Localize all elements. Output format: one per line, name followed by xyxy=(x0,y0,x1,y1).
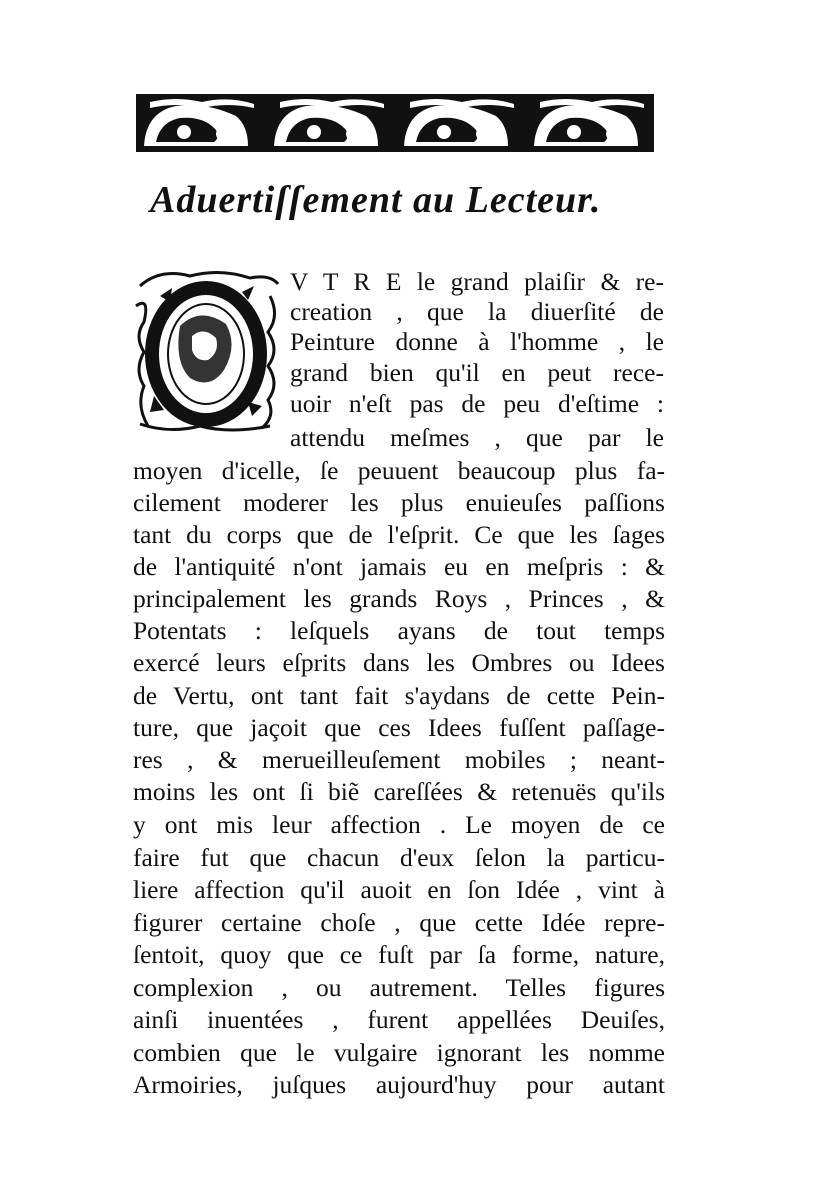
text-line: exercé leurs eſprits dans les Ombres ou Idees xyxy=(133,648,665,677)
text-line: principalement les grands Roys , Princes , & xyxy=(133,584,665,613)
text-line: moyen d'icelle, ſe peuuent beaucoup plus fa- xyxy=(133,456,665,485)
text-line: V T R E le grand plaiſir & re- xyxy=(290,267,664,296)
text-line: de l'antiquité n'ont jamais eu en meſpris : & xyxy=(133,552,665,581)
text-line: tant du corps que de l'eſprit. Ce que les ſages xyxy=(133,520,665,549)
text-line: ainſi inuentées , furent appellées Deuiſes, xyxy=(133,1005,665,1034)
text-line: Potentats : leſquels ayans de tout temps xyxy=(133,616,665,645)
ornamental-headpiece xyxy=(136,92,654,154)
text-line: de Vertu, ont tant fait s'aydans de cette Pein- xyxy=(133,681,665,710)
text-line: faire fut que chacun d'eux ſelon la particu- xyxy=(133,843,665,872)
text-line: y ont mis leur affection . Le moyen de ce xyxy=(133,810,665,839)
text-line: moins les ont ſi biẽ careſſées & retenuës qu'ils xyxy=(133,777,665,806)
text-line: complexion , ou autrement. Telles figures xyxy=(133,973,665,1002)
text-line: cilement moderer les plus enuieuſes paſſions xyxy=(133,488,665,517)
text-line: combien que le vulgaire ignorant les nomme xyxy=(133,1038,665,1067)
page-title: Aduertiſſement au Lecteur. xyxy=(150,179,602,221)
text-line: Armoiries, juſques aujourd'huy pour autant xyxy=(133,1070,665,1099)
text-line: Peinture donne à l'homme , le xyxy=(290,327,664,356)
text-line: uoir n'eſt pas de peu d'eſtime : xyxy=(290,389,664,418)
text-line: liere affection qu'il auoit en ſon Idée , vint à xyxy=(133,875,665,904)
decorated-initial-o xyxy=(130,266,280,436)
text-line: figurer certaine choſe , que cette Idée repre- xyxy=(133,908,665,937)
text-line: creation , que la diuerſité de xyxy=(290,297,664,326)
text-line: attendu meſmes , que par le xyxy=(290,423,664,452)
text-line: ture, que jaçoit que ces Idees fuſſent paſſage- xyxy=(133,713,665,742)
text-line: grand bien qu'il en peut rece- xyxy=(290,358,664,387)
text-line: ſentoit, quoy que ce fuſt par ſa forme, nature, xyxy=(133,940,665,969)
text-line: res , & merueilleuſement mobiles ; neant- xyxy=(133,745,665,774)
